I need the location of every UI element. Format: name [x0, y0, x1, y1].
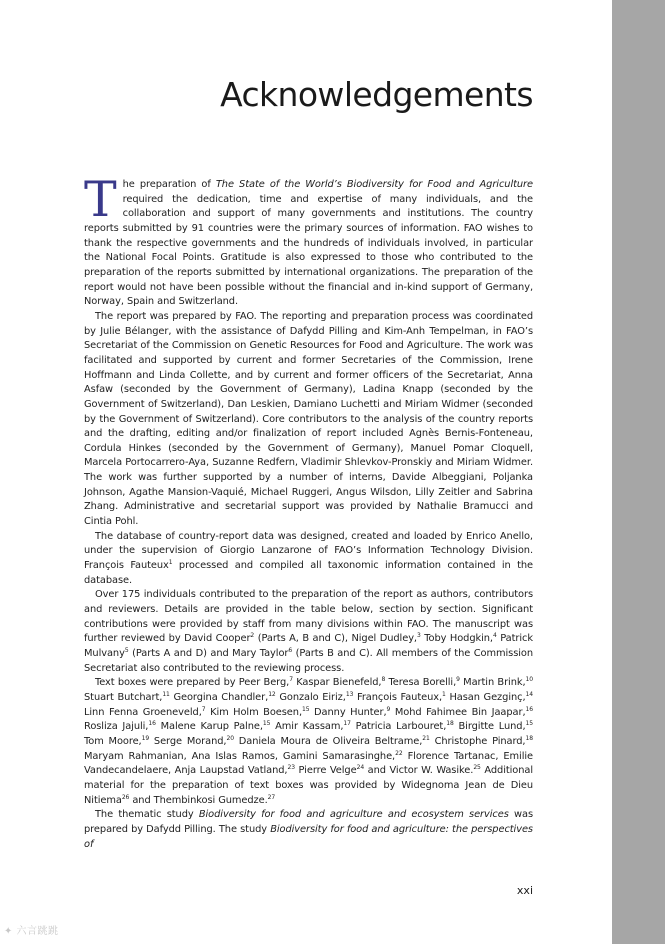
footnote-marker: 15 [262, 720, 271, 728]
paragraph-text: Text boxes were prepared by Peer Berg, [95, 677, 290, 689]
footnote-marker: 18 [446, 720, 454, 728]
italic-title-text: The State of the World’s Biodiversity for Food and Agriculture [215, 179, 533, 190]
paragraph-text: processed and compiled all taxonomic information contained in the database. [84, 560, 533, 586]
italic-title-text: Biodiversity for food and agriculture: the perspectives of [84, 823, 533, 850]
paragraph-text: Serge Morand, [149, 735, 227, 747]
footnote-marker: 15 [525, 720, 533, 728]
paragraph-text: Maryam Rahmanian, Ana Islas Ramos, Gamini Samarasinghe, [84, 750, 396, 762]
footnote-marker: 27 [267, 793, 276, 801]
footnote-marker: 17 [343, 720, 351, 728]
paragraph [84, 171, 533, 310]
page-number: xxi [516, 884, 533, 897]
paragraph-text: Kim Holm Boesen, [205, 706, 302, 718]
paragraph-text: Florence Tartanac, Emilie Vandecandelaere, Anja Laupstad Vatland, [84, 750, 533, 777]
footnote-marker: 18 [525, 734, 533, 742]
footnote-marker: 9 [386, 705, 391, 713]
footnote-marker: 25 [473, 764, 481, 772]
italic-title-text: Biodiversity for food and agriculture and ecosystem services [198, 809, 509, 821]
paragraph-text: Over 175 individuals contributed to the preparation of the report as authors, contributors and reviewers. Details are provided in the table below, section by section. Significant contributions were provided by staff from many divisions within FAO. The manuscript was further reviewed by David Cooper [84, 589, 533, 645]
paragraph-text: Teresa Borelli, [385, 677, 457, 689]
footnote-marker: 9 [456, 676, 460, 684]
footnote-marker: 11 [162, 690, 170, 698]
footnote-marker: 1 [168, 559, 173, 567]
footnote-marker: 20 [226, 734, 234, 742]
footnote-marker: 19 [141, 734, 150, 742]
paragraph-text: The report was prepared by FAO. The reporting and preparation process was coordinated by Julie Bélanger, with the assistance of Dafydd Pilling and Kim-Anh Tempelman, in FAO’s Secretariat of the Commission on Genetic Resources for Food and Agriculture. The work was facilitated and supported by current and former Secretaries of the Commission, Irene Hoffmann and Linda Collette, and by current and former officers of the Secretariat, Anna Asfaw (seconded by the Government of Germany), Ladina Knapp (seconded by the Government of Switzerland), Dan Leskien, Damiano Luchetti and Miriam Widmer (seconded by the Government of Switzerland). Core contributors to the analysis of the country reports and the drafting, editing and/or finalization of report included Agnès Bernis-Fonteneau, Cordula Hinkes (seconded by the Government of Germany), Manuel Pomar Cloquell, Marcela Portocarrero-Aya, Suzanne Redfern, Vladimir Shlevkov-Pronskiy and Miriam Widmer. The work was further supported by a number of interns, Davide Albeggiani, Poljanka Johnson, Agathe Mansion-Vaquié, Michael Ruggeri, Angus Wilsdon, Lilly Zeitler and Sabrina Zhang. Administrative and secretarial support was provided by Nathalie Bramucci and Cintia Pohl. [84, 310, 533, 528]
footnote-marker: 12 [268, 690, 276, 698]
footnote-marker: 14 [525, 690, 533, 698]
footnote-marker: 16 [148, 720, 156, 728]
paragraph [84, 530, 533, 589]
footnote-marker: 2 [250, 632, 255, 640]
page-edge-band [612, 0, 665, 944]
paragraph-text: Toby Hodgkin, [420, 633, 493, 645]
paragraph-text: (Parts B and C). All members of the Commission Secretariat also contributed to the reviewing process. [84, 648, 533, 674]
paragraph-text: Amir Kassam, [270, 721, 344, 733]
paragraph-text: and Thembinkosi Gumedze. [129, 794, 268, 806]
footnote-marker: 4 [492, 632, 497, 640]
paragraph-text: Mohd Fahimee Bin Jaapar, [390, 706, 526, 718]
footnote-marker: 22 [395, 749, 403, 757]
footnote-marker: 6 [288, 647, 293, 654]
footnote-marker: 7 [289, 676, 293, 684]
paragraph-text: François Fauteux, [353, 691, 443, 703]
paragraph [84, 310, 533, 530]
footnote-marker: 24 [356, 764, 365, 772]
paragraph [84, 588, 533, 676]
paragraph [84, 808, 533, 852]
paragraph-text: Georgina Chandler, [169, 691, 269, 703]
page-title: Acknowledgements [220, 75, 533, 114]
footnote-marker: 16 [525, 705, 533, 713]
paragraph-text: Linn Fenna Groeneveld, [84, 706, 202, 718]
paragraph-text: (Parts A and D) and Mary Taylor [128, 648, 289, 659]
footnote-marker: 26 [121, 793, 130, 801]
drop-cap: T [84, 171, 117, 228]
acknowledgements-body [84, 171, 534, 852]
paragraph-text: The thematic study [95, 809, 199, 821]
paragraph-text: required the dedication, time and expertise of many individuals, and the collaboration and support of many governments and institutions. The country reports submitted by 91 countries were the primary sources of information. FAO wishes to thank the respective governments and the hundreds of individuals involved, in particular the National Focal Points. Gratitude is also expressed to those who contributed to the preparation of the reports submitted by international organizations. The preparation of the report would not have been possible without the financial and in-kind support of Germany, Norway, Spain and Switzerland. [84, 193, 533, 308]
paragraph-text: Patricia Larbouret, [350, 721, 447, 733]
paragraph-text: The database of country-report data was designed, created and loaded by Enrico Anello, under the supervision of Giorgio Lanzarone of FAO’s Information Technology Division. François Fauteux [84, 530, 533, 572]
paragraph-text: Tom Moore, [84, 735, 142, 747]
footnote-marker: 10 [525, 676, 534, 684]
footnote-marker: 7 [201, 705, 206, 713]
paragraph-text: Rosliza Jajuli, [84, 721, 149, 733]
footnote-marker: 8 [381, 676, 386, 684]
footnote-marker: 21 [422, 734, 430, 742]
paragraph-text: Christophe Pinard, [429, 735, 526, 747]
footnote-marker: 5 [124, 647, 129, 654]
footnote-marker: 23 [287, 764, 295, 772]
watermark-text: ✦ 六言跳跳 [4, 926, 59, 937]
paragraph-text: (Parts A, B and C), Nigel Dudley, [254, 633, 417, 645]
footnote-marker: 3 [416, 632, 421, 640]
paragraph-text: he preparation of [122, 179, 216, 190]
paragraph-text: Malene Karup Palne, [155, 721, 263, 733]
footnote-marker: 15 [302, 705, 310, 713]
paragraph-text: Pierre Velge [294, 765, 357, 777]
paragraph-text: Danny Hunter, [309, 706, 387, 718]
paragraph-text: was prepared by Dafydd Pilling. The study [84, 809, 533, 835]
paragraph-text: Patrick Mulvany [84, 633, 533, 659]
paragraph-text: Gonzalo Eiriz, [275, 691, 346, 703]
paragraph [84, 676, 533, 808]
paragraph-text: Martin Brink, [459, 677, 526, 689]
paragraph-text: Daniela Moura de Oliveira Beltrame, [233, 735, 423, 747]
footnote-marker: 1 [442, 690, 446, 698]
footnote-marker: 13 [345, 690, 354, 698]
paragraph-text: Additional material for the preparation of text boxes was provided by Widegnoma Jean de Dieu Nitiema [84, 765, 533, 806]
paragraph-text: Stuart Butchart, [84, 691, 163, 703]
paragraph-text: Hasan Gezginç, [445, 691, 526, 703]
paragraph-text: and Victor W. Wasike. [364, 765, 474, 777]
paragraph-text: Kaspar Bienefeld, [292, 677, 382, 689]
paragraph-text: Birgitte Lund, [453, 721, 526, 733]
